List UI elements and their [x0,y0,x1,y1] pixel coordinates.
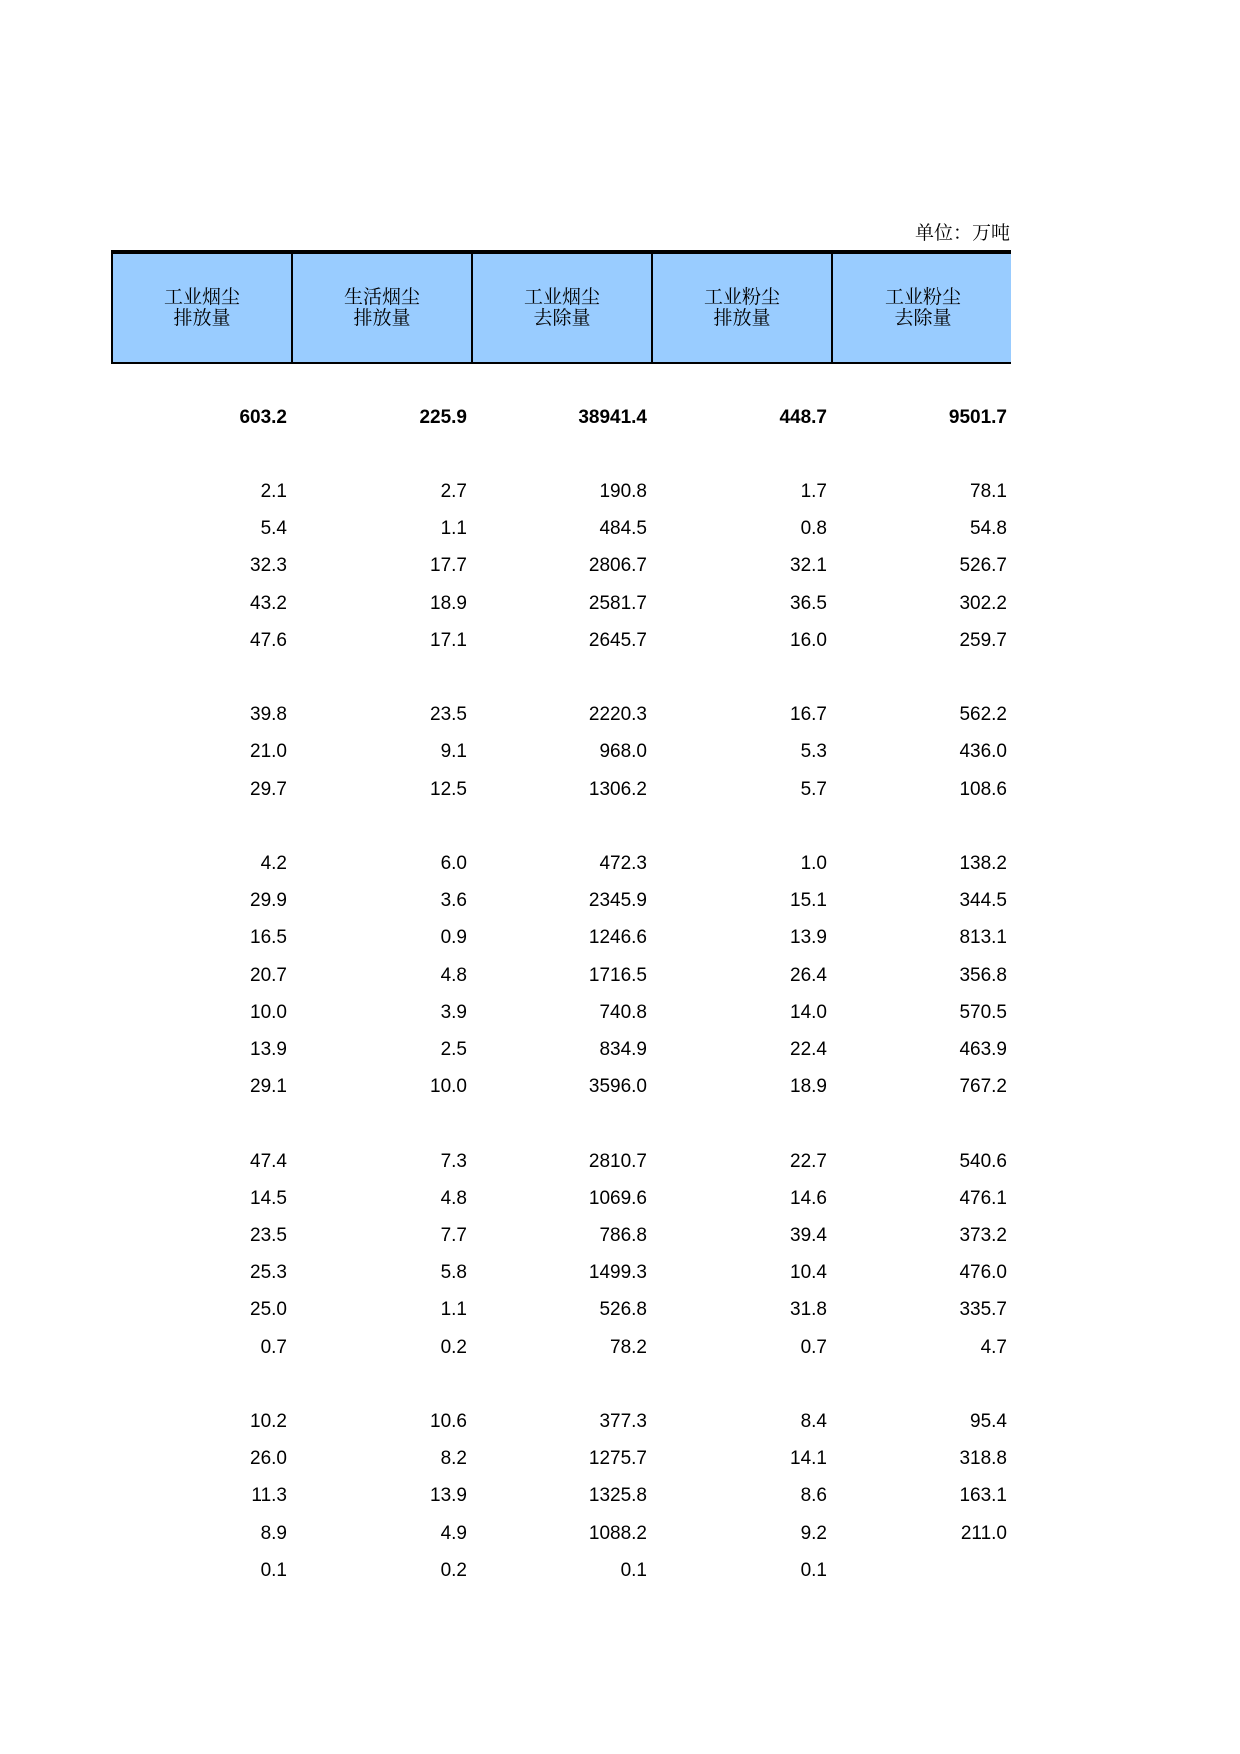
table-cell: 29.1 [250,1076,287,1098]
table-cell: 526.7 [959,555,1007,577]
table-cell: 16.0 [790,629,827,651]
table-cell: 2810.7 [588,1150,647,1172]
table-row [111,883,1011,919]
table-cell: 5.8 [440,1262,467,1284]
header-label: 工业烟尘 去除量 [523,286,600,329]
table-header [111,250,1011,364]
table-cell: 0.1 [800,1559,827,1581]
table-cell: 562.2 [959,704,1007,726]
table-cell: 1306.2 [588,778,647,800]
table-row [111,1144,1011,1180]
table-row [111,1181,1011,1217]
table-cell: 1.1 [440,518,467,540]
table-row [111,623,1011,659]
table-cell: 2645.7 [588,629,647,651]
table-cell: 10.0 [430,1076,467,1098]
table-row [111,920,1011,956]
table-cell: 20.7 [250,964,287,986]
table-cell: 2806.7 [588,555,647,577]
table-cell: 18.9 [790,1076,827,1098]
header-cell-industrial-dust-removal [833,254,1013,362]
table-cell: 476.1 [959,1187,1007,1209]
table-row [111,958,1011,994]
table-row [111,1292,1011,1328]
table-cell: 1088.2 [588,1522,647,1544]
table-cell: 16.5 [250,927,287,949]
table-cell: 10.4 [790,1262,827,1284]
table-cell: 968.0 [599,741,647,763]
table-row [111,1255,1011,1291]
table-cell: 78.2 [610,1336,647,1358]
table-cell: 786.8 [599,1225,647,1246]
header-label: 工业粉尘 去除量 [884,286,961,329]
table-row [111,511,1011,547]
unit-label: 单位：万吨 [914,222,1010,244]
table-cell: 4.9 [440,1522,467,1544]
table-row [111,1441,1011,1477]
table-cell: 2220.3 [588,704,647,726]
table-cell: 6.0 [440,853,467,874]
table-cell: 15.1 [790,890,827,912]
table-cell: 21.0 [250,741,287,763]
table-cell: 43.2 [250,592,287,614]
table-cell: 0.8 [800,518,827,540]
table-row [111,474,1011,510]
table-cell: 13.9 [430,1485,467,1507]
table-row [111,846,1011,882]
table-cell: 1325.8 [588,1485,647,1507]
table-cell: 11.3 [251,1485,287,1507]
table-cell: 1.7 [800,481,827,502]
table-cell: 4.8 [440,1187,467,1209]
total-row [111,400,1011,436]
table-cell: 1275.7 [588,1448,647,1470]
table-cell: 26.4 [790,964,827,986]
table-cell: 7.3 [440,1150,467,1172]
table-cell: 526.8 [599,1299,647,1321]
table-cell: 47.6 [250,629,287,651]
table-row [111,1516,1011,1552]
table-cell: 14.1 [790,1448,827,1470]
table-cell: 163.1 [959,1485,1007,1507]
table-cell: 14.0 [790,1001,827,1023]
table-cell: 9.1 [440,741,467,763]
header-label: 生活烟尘 排放量 [343,286,420,329]
table-cell: 472.3 [599,853,647,874]
table-cell: 0.7 [260,1336,287,1358]
table-row [111,995,1011,1031]
table-cell: 5.4 [260,518,287,540]
table-cell: 335.7 [959,1299,1007,1321]
table-cell: 302.2 [959,592,1007,614]
table-row [111,1330,1011,1366]
table-row [111,586,1011,622]
table-cell: 22.7 [790,1150,827,1172]
table-cell: 17.1 [430,629,467,651]
table-cell: 32.1 [790,555,827,577]
table-cell: 373.2 [959,1225,1007,1246]
table-cell: 3596.0 [588,1076,647,1098]
table-cell: 476.0 [959,1262,1007,1284]
table-cell [831,1553,1011,1589]
table-cell: 9.2 [800,1522,827,1544]
table-cell: 12.5 [430,778,467,800]
table-cell: 190.8 [599,481,647,502]
table-cell: 767.2 [959,1076,1007,1098]
table-cell: 3.9 [440,1001,467,1023]
table-row [111,1478,1011,1514]
table-cell: 2.5 [440,1039,467,1060]
table-cell: 138.2 [959,853,1007,874]
table-cell: 5.7 [800,778,827,800]
table-cell: 1.0 [800,853,827,874]
table-cell: 25.3 [250,1262,287,1284]
table-cell: 13.9 [250,1039,287,1060]
table-cell: 26.0 [250,1448,287,1470]
header-cell-industrial-smoke-emission [113,254,293,362]
table-cell: 108.6 [959,778,1007,800]
table-cell: 259.7 [959,629,1007,651]
table-cell: 0.2 [440,1559,467,1581]
table-cell: 9501.7 [948,407,1007,428]
table-cell: 377.3 [599,1411,647,1432]
table-cell: 4.8 [440,964,467,986]
table-cell: 47.4 [250,1150,287,1172]
table-row [111,1032,1011,1068]
table-cell: 740.8 [599,1001,647,1023]
table-cell: 2.1 [260,481,287,502]
table-cell: 211.0 [960,1522,1007,1544]
table-cell: 3.6 [440,890,467,912]
table-cell: 95.4 [970,1411,1007,1432]
table-cell: 225.9 [419,407,467,428]
header-cell-industrial-smoke-removal [473,254,653,362]
table-cell: 31.8 [790,1299,827,1321]
table-cell: 16.7 [790,704,827,726]
table-cell: 834.9 [599,1039,647,1060]
table-cell: 540.6 [959,1150,1007,1172]
table-cell: 344.5 [959,890,1007,912]
table-cell: 32.3 [250,555,287,577]
table-row [111,1553,1011,1589]
table-cell: 10.6 [430,1411,467,1432]
table-row [111,772,1011,808]
table-cell: 570.5 [959,1001,1007,1023]
table-cell: 10.2 [250,1411,287,1432]
table-cell: 39.8 [250,704,287,726]
header-cell-domestic-smoke-emission [293,254,473,362]
table-row [111,1404,1011,1440]
table-cell: 78.1 [970,481,1007,502]
table-cell: 813.1 [959,927,1007,949]
table-cell: 8.9 [260,1522,287,1544]
table-cell: 29.7 [250,778,287,800]
table-cell: 0.1 [620,1559,647,1581]
table-cell: 1716.5 [588,964,647,986]
table-cell: 0.9 [440,927,467,949]
table-row [111,1218,1011,1254]
table-cell: 436.0 [959,741,1007,763]
table-cell: 4.2 [260,853,287,874]
table-cell: 14.5 [250,1187,287,1209]
table-cell: 0.2 [440,1336,467,1358]
header-label: 工业粉尘 排放量 [703,286,780,329]
table-cell: 54.8 [970,518,1007,540]
table-cell: 5.3 [800,741,827,763]
table-cell: 0.7 [800,1336,827,1358]
table-cell: 22.4 [790,1039,827,1060]
table-cell: 10.0 [250,1001,287,1023]
table-cell: 8.6 [800,1485,827,1507]
table-cell: 1246.6 [588,927,647,949]
header-label: 工业烟尘 排放量 [163,286,240,329]
table-cell: 38941.4 [578,407,647,428]
table-row [111,548,1011,584]
table-cell: 36.5 [790,592,827,614]
table-row [111,697,1011,733]
table-cell: 8.4 [800,1411,827,1432]
table-cell: 1499.3 [588,1262,647,1284]
table-cell: 0.1 [260,1559,287,1581]
table-cell: 2.7 [440,481,467,502]
table-cell: 484.5 [599,518,647,540]
table-cell: 29.9 [250,890,287,912]
table-cell: 39.4 [790,1225,827,1246]
table-cell: 25.0 [250,1299,287,1321]
table-cell: 448.7 [779,407,827,428]
table-row [111,734,1011,770]
table-cell: 23.5 [250,1225,287,1246]
table-cell: 1069.6 [588,1187,647,1209]
table-cell: 14.6 [790,1187,827,1209]
table-cell: 23.5 [430,704,467,726]
table-cell: 8.2 [440,1448,467,1470]
table-cell: 4.7 [980,1336,1007,1358]
table-cell: 1.1 [440,1299,467,1321]
table-cell: 18.9 [430,592,467,614]
table-row [111,1069,1011,1105]
table-cell: 356.8 [959,964,1007,986]
table-cell: 17.7 [430,555,467,577]
table-cell: 463.9 [959,1039,1007,1060]
header-cell-industrial-dust-emission [653,254,833,362]
table-cell: 603.2 [239,407,287,428]
table-cell: 13.9 [790,927,827,949]
table-cell: 2345.9 [588,890,647,912]
table-cell: 7.7 [440,1225,467,1246]
table-cell: 2581.7 [588,592,647,614]
table-cell: 318.8 [959,1448,1007,1470]
